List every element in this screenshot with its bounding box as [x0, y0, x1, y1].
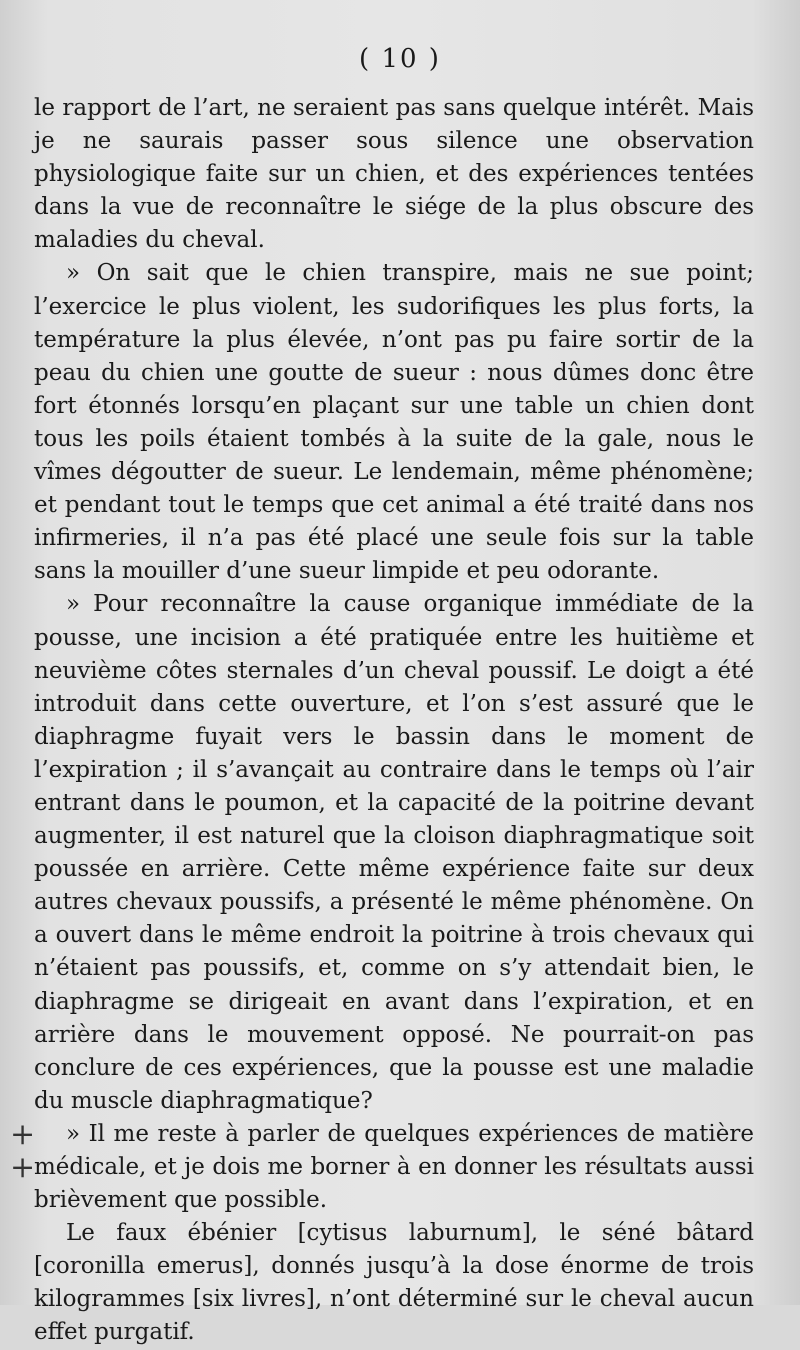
paragraph: Le faux ébénier [cytisus laburnum], le séné bâtard [coronilla emerus], donnés jusqu’à la dose énorme de trois kilogrammes [six livres], n’ont déterminé sur le cheval aucun effet purgatif.: [34, 1220, 754, 1346]
page-number: ( 10 ): [359, 44, 441, 74]
margin-annotations: [10, 1118, 35, 1184]
paragraph: » Pour reconnaître la cause organique immédiate de la pousse, une incision a été pratiquée entre les huitième et neuvième côtes sternales d’un cheval poussif. Le doigt a été introduit dans cette ouverture, et l’on s’est assuré que le diaphragme fuyait vers le bassin dans le moment de l’expiration ; il s’avançait au contraire dans le temps où l’air entrant dans le poumon, et la capacité de la poitrine devant augmenter, il est naturel que la cloison diaphragmatique soit poussée en arrière. Cette même expérience faite sur deux autres chevaux poussifs, a présenté le même phénomène. On a ouvert dans le même endroit la poitrine à trois chevaux qui n’étaient pas poussifs, et, comme on s’y attendait bien, le diaphragme se dirigeait en avant dans l’expiration, et en arrière dans le mouvement opposé. Ne pourrait-on pas conclure de ces expériences, que la pousse est une maladie du muscle diaphragmatique?: [34, 591, 754, 1114]
paragraph: le rapport de l’art, ne seraient pas sans quelque intérêt. Mais je ne saurais passer sous silence une observation physiologique faite sur un chien, et des expériences tentées dans la vue de reconnaître le siége de la plus obscure des maladies du cheval.: [34, 95, 754, 254]
paragraph: » On sait que le chien transpire, mais ne sue point; l’exercice le plus violent, les sudorifiques les plus forts, la température la plus élevée, n’ont pas pu faire sortir de la peau du chien une goutte de sueur : nous dûmes donc être fort étonnés lorsqu’en plaçant sur une table un chien dont tous les poils étaient tombés à la suite de la gale, nous le vîmes dégoutter de sueur. Le lendemain, même phénomène; et pendant tout le temps que cet animal a été traité dans nos infirmeries, il n’a pas été placé une seule fois sur la table sans la mouiller d’une sueur limpide et peu odorante.: [34, 260, 754, 585]
margin-cross-mark: +: [10, 1117, 36, 1152]
margin-cross-mark: +: [10, 1150, 36, 1185]
paragraph: » Il me reste à parler de quelques expériences de matière médicale, et je dois me borner à en donner les résultats aussi brièvement que possible.: [34, 1120, 754, 1214]
body-text: [34, 92, 754, 1350]
